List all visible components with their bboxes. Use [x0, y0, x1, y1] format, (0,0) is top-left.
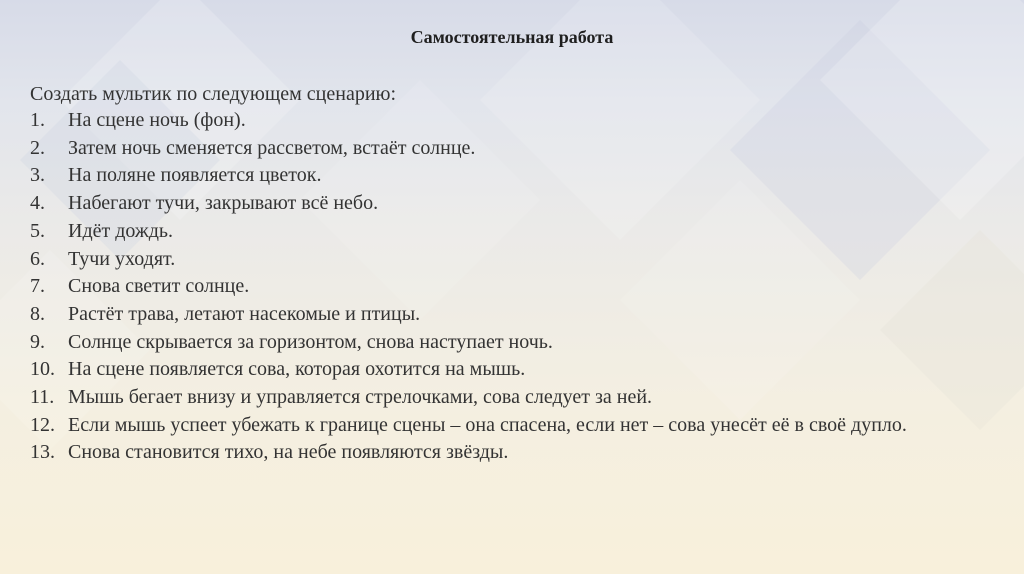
list-item [30, 384, 990, 412]
list-item-number: 3. [30, 164, 45, 187]
list-item-number: 2. [30, 136, 45, 159]
list-item-text: Растёт трава, летают насекомые и птицы. [68, 302, 421, 325]
list-item-number: 1. [30, 109, 45, 131]
list-item-number: 6. [30, 247, 45, 270]
list-item-text: Набегают тучи, закрывают всё небо. [68, 192, 379, 215]
list-item-number: 12. [30, 413, 55, 436]
list-item [30, 135, 990, 163]
list-item [30, 246, 990, 274]
list-item [30, 301, 990, 329]
list-item-text: На сцене появляется сова, которая охотится на мышь. [68, 358, 526, 381]
list-item [30, 190, 990, 218]
list-item-number: 9. [30, 330, 45, 353]
list-item [30, 412, 990, 440]
slide-title: Самостоятельная работа [410, 27, 614, 47]
intro-text: Создать мультик по следующем сценарию: [30, 83, 397, 105]
list-item-text: Затем ночь сменяется рассветом, встаёт солнце. [68, 136, 476, 159]
list-item [30, 273, 990, 301]
list-item-number: 4. [30, 192, 45, 215]
list-item [30, 218, 990, 246]
list-item-number: 11. [30, 386, 55, 409]
list-item [30, 329, 990, 357]
list-item-text: Тучи уходят. [68, 247, 176, 270]
list-item-text: Снова становится тихо, на небе появляются звёзды. [68, 441, 509, 464]
list-item-text: На сцене ночь (фон). [68, 109, 246, 131]
list-item [30, 356, 990, 384]
list-item-number: 13. [30, 441, 55, 464]
task-list [30, 107, 990, 467]
list-item [30, 439, 990, 467]
list-item [30, 162, 990, 190]
list-item-text: Мышь бегает внизу и управляется стрелочками, сова следует за ней. [68, 386, 653, 409]
list-item-number: 7. [30, 275, 45, 298]
list-item-text: Снова светит солнце. [68, 275, 250, 298]
list-item-text: Идёт дождь. [68, 219, 174, 242]
list-item-number: 8. [30, 302, 45, 325]
list-item [30, 107, 990, 135]
list-item-text: На поляне появляется цветок. [68, 164, 322, 187]
list-item-text: Если мышь успеет убежать к границе сцены – она спасена, если нет – сова унесёт её в своё дупло. [68, 413, 907, 436]
list-item-text: Солнце скрывается за горизонтом, снова наступает ночь. [68, 330, 553, 353]
list-item-number: 10. [30, 358, 55, 381]
list-item-number: 5. [30, 219, 45, 242]
